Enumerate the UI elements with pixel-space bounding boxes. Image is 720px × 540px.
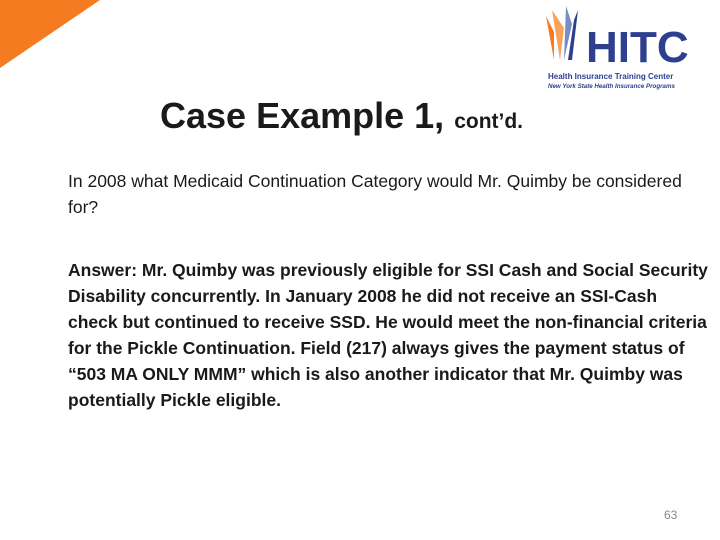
corner-accent-shape — [0, 0, 100, 68]
question-text: In 2008 what Medicaid Continuation Category would Mr. Quimby be considered for? — [68, 171, 682, 217]
hitc-logo — [532, 6, 704, 98]
slide-title-main: Case Example 1, — [160, 95, 445, 136]
page-number: 63 — [664, 508, 678, 522]
slide-title-suffix: cont’d. — [454, 110, 524, 133]
logo-wordmark: HITC — [586, 23, 689, 70]
logo-tagline: Health Insurance Training Center — [548, 72, 674, 81]
answer-text: Answer: Mr. Quimby was previously eligible for SSI Cash and Social Security Disability concurrently. In January 2008 he did not receive an SSI-Cash check but continued to receive SSD. He would meet the non-financial criteria for the Pickle Continuation. Field (217) always gives the payment status of “503 MA ONLY MMM” which is also another indicator that Mr. Quimby was potentially Pickle eligible. — [68, 260, 708, 410]
hitc-logo-mark — [532, 6, 704, 70]
slide-title — [160, 95, 523, 137]
logo-subtagline: New York State Health Insurance Programs — [548, 83, 675, 90]
